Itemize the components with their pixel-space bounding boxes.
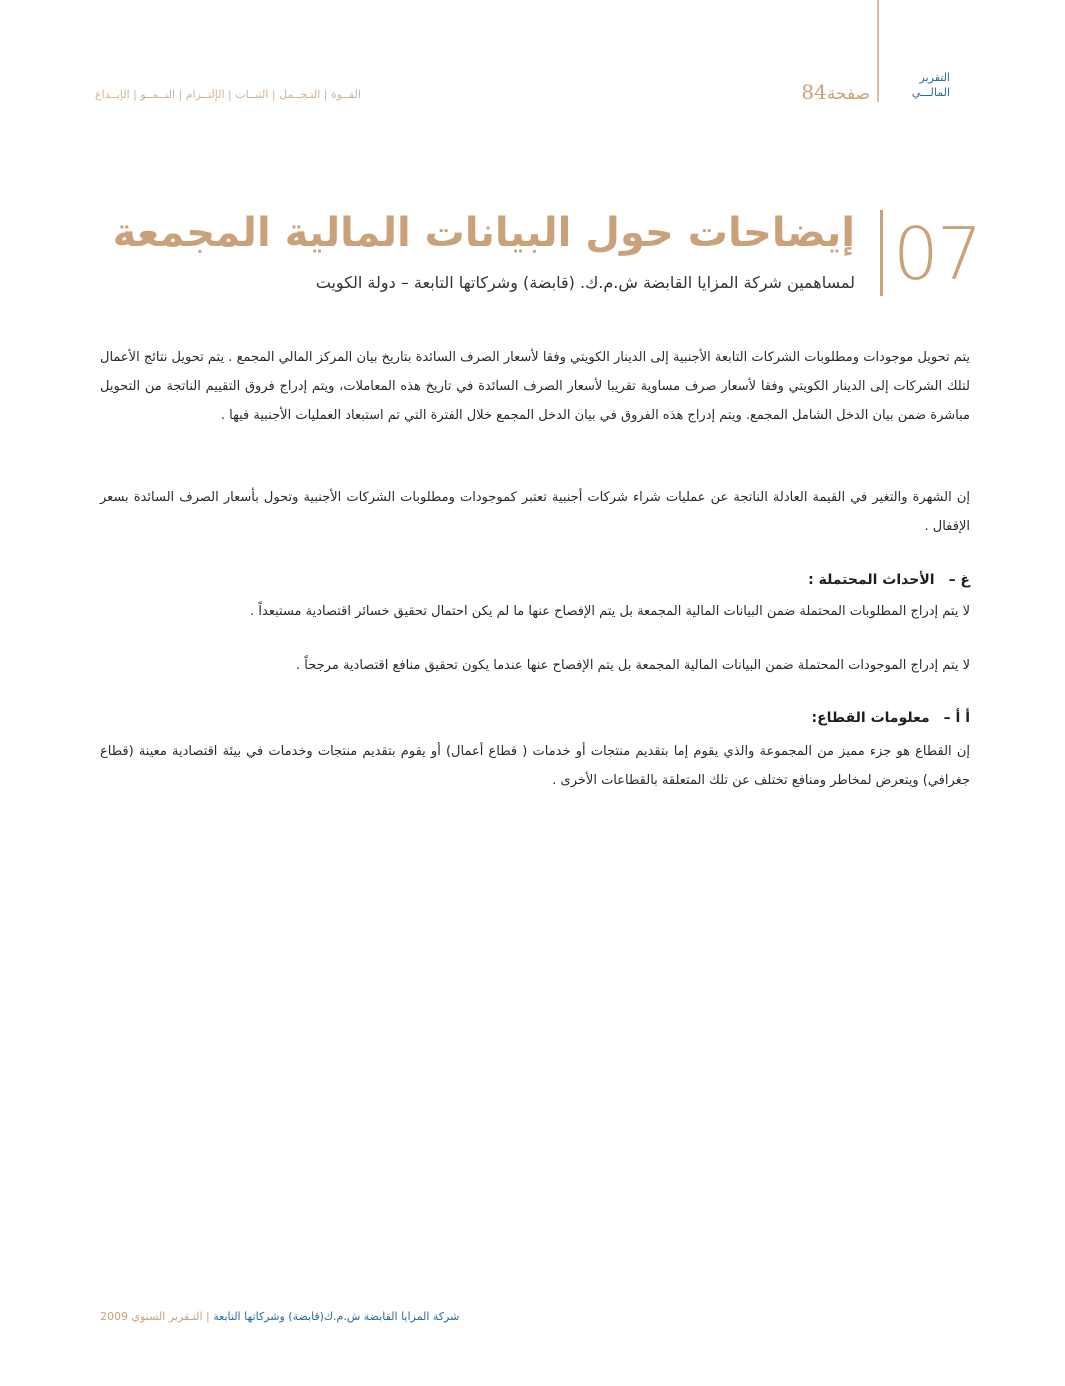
footer-report: التـقرير السنوي 2009: [100, 1310, 203, 1323]
company-values: القــوة | التـحــمل | الثبــات | الإلتــزام | النــمــو | الإبــداع: [95, 88, 361, 101]
page-title: إيضاحات حول البيانات المالية المجمعة: [112, 210, 855, 256]
heading-contingencies-mark: غ –: [948, 572, 970, 588]
page-subtitle: لمساهمين شركة المزايا القابضة ش.م.ك. (قابضة) وشركاتها التابعة – دولة الكويت: [315, 273, 855, 292]
paragraph-contingent-liabilities: لا يتم إدراج المطلوبات المحتملة ضمن البيانات المالية المجمعة بل يتم الإفصاح عنها ما لم يكن احتمال تحقيق خسائر اقتصادية مستبعداً .: [250, 604, 970, 619]
paragraph-contingent-assets: لا يتم إدراج الموجودات المحتملة ضمن البيانات المالية المجمعة بل يتم الإفصاح عنها عندما يكون تحقيق منافع اقتصادية مرجحاً .: [296, 658, 970, 673]
heading-contingencies: [100, 572, 970, 588]
header-divider: [877, 0, 879, 102]
page-number-value: 84: [801, 80, 827, 104]
paragraph-goodwill: إن الشهرة والتغير في القيمة العادلة الناتجة عن عمليات شراء شركات أجنبية تعتبر كموجودات ومطلوبات الشركات الأجنبية وتحول بأسعار الصرف السائدة بسعر الإقفال .: [100, 490, 970, 534]
paragraph-translation: يتم تحويل موجودات ومطلوبات الشركات التابعة الأجنبية إلى الدينار الكويتي وفقا لأسعار الصرف السائدة بتاريخ بيان المركز المالي المجمع . يتم تحويل نتائج الأعمال لتلك الشركات إلى الدينار الكويتي وفقا لأسعار صرف مساوية تقريبا لأسعار الصرف السائدة في تاريخ هذه المعاملات، ويتم إدراج فروق التقييم الناتجة من التحويل مباشرة ضمن بيان الدخل الشامل المجمع. ويتم إدراج هذه الفروق في بيان الدخل المجمع خلال الفترة التي تم استبعاد العمليات الأجنبية فيها .: [100, 350, 970, 423]
chapter-number: 07: [893, 212, 981, 296]
page-word: صفحة: [826, 84, 870, 104]
heading-segment-info: [100, 710, 970, 726]
section-label-line1: التقرير: [919, 71, 950, 84]
chapter-divider: [880, 210, 883, 296]
footer-company: شركة المزايا القابضة ش.م.ك(قابضة) وشركاتها التابعة: [213, 1310, 460, 1323]
paragraph-segment: إن القطاع هو جزء مميز من المجموعة والذي يقوم إما بتقديم منتجات أو خدمات ( قطاع أعمال) أو يقوم بتقديم منتجات وخدمات في بيئة اقتصادية معينة (قطاع جغرافي) ويتعرض لمخاطر ومنافع تختلف عن تلك المتعلقة بالقطاعات الأخرى .: [100, 744, 970, 788]
footer-separator: |: [206, 1310, 210, 1323]
heading-segment-mark: أ أ –: [943, 710, 970, 726]
heading-contingencies-text: الأحداث المحتملة :: [808, 572, 935, 588]
section-label-line2: المالـــي: [911, 86, 950, 99]
footer: [100, 1310, 520, 1323]
page-number: [750, 80, 870, 104]
section-label: [890, 70, 950, 100]
heading-segment-text: معلومات القطاع:: [811, 710, 930, 726]
